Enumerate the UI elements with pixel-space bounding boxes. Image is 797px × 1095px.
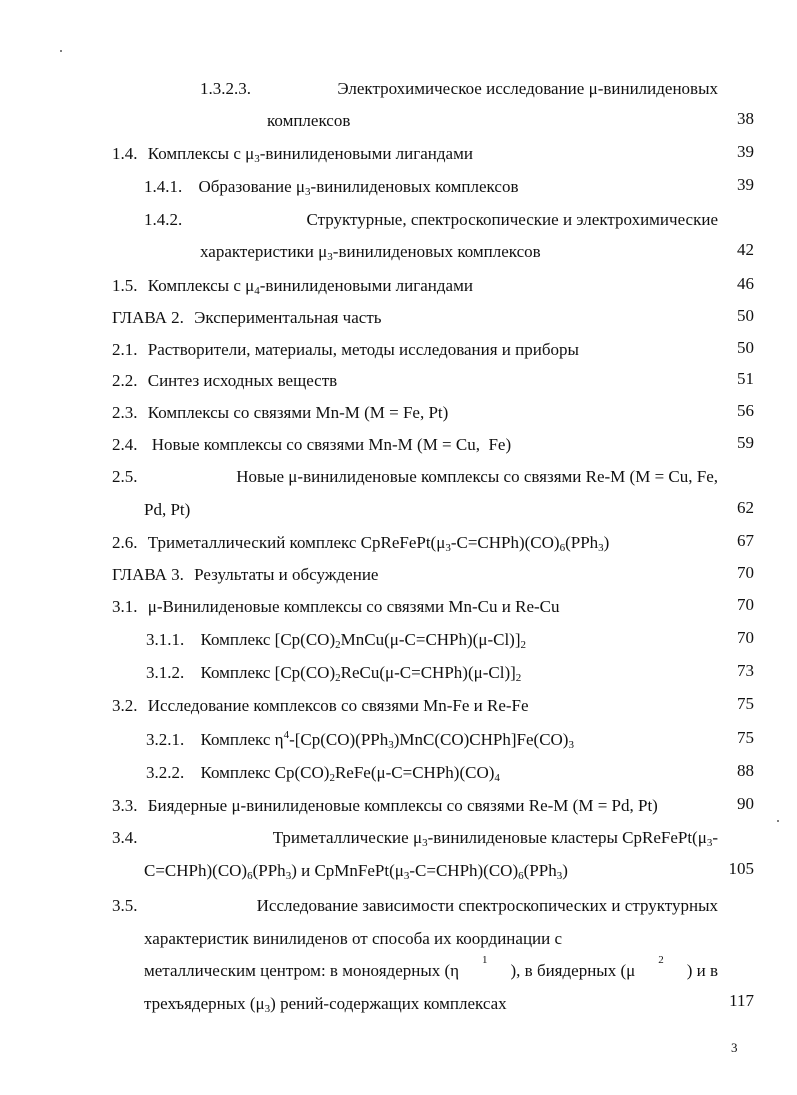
toc-title-line: Триметаллический комплекс $CpReFePt(\mu_3-C=CHPh)(CO)_6(PPh_3)$ xyxy=(147,533,610,554)
toc-page: 75 xyxy=(737,694,754,713)
toc-title-line: трехъядерных $(\mu_3)$ рений-содержащих комплексах xyxy=(144,994,507,1015)
toc-entry-3.5 xyxy=(112,895,718,917)
toc-page: 90 xyxy=(737,794,754,813)
toc-entry-3.2.1 xyxy=(146,729,574,751)
scan-speck xyxy=(60,50,62,52)
toc-entry-1.5 xyxy=(112,275,473,297)
toc-number: 3.2.1. xyxy=(146,730,185,749)
toc-title-line: Исследование комплексов со связями Mn-Fe и Re-Fe xyxy=(147,696,529,715)
toc-entry-3.1.1 xyxy=(146,629,526,651)
toc-chapter-2 xyxy=(112,307,382,329)
toc-entry-2.1 xyxy=(112,339,579,361)
toc-page: 62 xyxy=(737,498,754,517)
toc-title-line: Комплексы с $\mu_3$-винилиденовыми лигандами xyxy=(147,144,473,165)
toc-entry-2.4 xyxy=(112,434,511,456)
toc-title-line: Новые μ-винилиденовые комплексы со связями Re-M (M = Cu, Fe, xyxy=(236,467,718,486)
toc-title-line: Комплекс $Cp(CO)_2ReFe(\mu-C=CHPh)(CO)_4$ xyxy=(200,763,500,784)
toc-number: ГЛАВА 2. xyxy=(112,308,184,327)
toc-title-line: Электрохимическое исследование μ-винилиденовых xyxy=(337,79,718,98)
toc-page: 50 xyxy=(737,306,754,325)
toc-title-line: металлическим центром: в моноядерных (η 1 ), в биядерных (μ 2 ) и в xyxy=(144,954,718,980)
toc-title-line: Комплекс $[Cp(CO)_2ReCu(\mu-C=CHPh)(\mu-Cl)]_2$ xyxy=(200,663,522,684)
scan-speck xyxy=(777,820,779,822)
toc-entry-1.4.1 xyxy=(144,176,518,198)
toc-title-line: Биядерные μ-винилиденовые комплексы со связями Re-M (M = Pd, Pt) xyxy=(147,796,658,815)
toc-title-line: комплексов xyxy=(267,111,351,130)
toc-page: 38 xyxy=(737,109,754,128)
toc-number: 1.5. xyxy=(112,276,138,295)
toc-entry-2.2 xyxy=(112,370,337,392)
toc-title-line: Растворители, материалы, методы исследования и приборы xyxy=(147,340,579,359)
toc-title-line: Экспериментальная часть xyxy=(194,308,382,327)
toc-number: 2.2. xyxy=(112,371,138,390)
toc-number: 2.1. xyxy=(112,340,138,359)
toc-title-line: Комплексы с $\mu_4$-винилиденовыми лигандами xyxy=(147,276,473,297)
toc-title-line: характеристик винилиденов от способа их координации с xyxy=(144,929,563,948)
toc-page: 70 xyxy=(737,628,754,647)
toc-title-line: Комплексы со связями Mn-M (M = Fe, Pt) xyxy=(147,403,449,422)
toc-page: 88 xyxy=(737,761,754,780)
toc-entry-3.1.2 xyxy=(146,662,521,684)
toc-page: 105 xyxy=(728,859,754,878)
toc-title-line: μ-Винилиденовые комплексы со связями Mn-Cu и Re-Cu xyxy=(147,597,560,616)
toc-entry-3.4 xyxy=(112,827,718,849)
toc-number: 3.4. xyxy=(112,828,138,847)
toc-entry-3.2.2 xyxy=(146,762,500,784)
toc-page: 67 xyxy=(737,531,754,550)
toc-number: ГЛАВА 3. xyxy=(112,565,184,584)
toc-page: 70 xyxy=(737,563,754,582)
toc-page: 70 xyxy=(737,595,754,614)
toc-page: 51 xyxy=(737,369,754,388)
toc-page: 42 xyxy=(737,240,754,259)
toc-title-line: Pd, Pt) xyxy=(144,500,191,519)
toc-page: 75 xyxy=(737,728,754,747)
toc-entry-1.4 xyxy=(112,143,473,165)
toc-title-line: Комплекс $\eta^4-[Cp(CO)(PPh_3)MnC(CO)CHPh]Fe(CO)_3$ xyxy=(200,729,574,751)
toc-number: 2.3. xyxy=(112,403,138,422)
toc-number: 2.6. xyxy=(112,533,138,552)
toc-number: 3.2.2. xyxy=(146,763,185,782)
toc-page: 56 xyxy=(737,401,754,420)
toc-number: 2.4. xyxy=(112,435,138,454)
toc-title-line: Новые комплексы со связями Mn-M (M = Cu, Fe) xyxy=(151,435,512,454)
toc-entry-1.3.2.3 xyxy=(200,78,718,100)
toc-entry-2.6 xyxy=(112,532,609,554)
toc-number: 3.2. xyxy=(112,696,138,715)
toc-title-line: Триметаллические $\mu_3$-винилиденовые кластеры $CpReFePt(\mu_3-$ xyxy=(272,828,718,849)
toc-page: 50 xyxy=(737,338,754,357)
toc-title-line: Образование $\mu_3$-винилиденовых комплексов xyxy=(198,177,519,198)
toc-number: 3.1.2. xyxy=(146,663,185,682)
toc-entry-3.1 xyxy=(112,596,560,618)
toc-page: 46 xyxy=(737,274,754,293)
toc-title-line: Результаты и обсуждение xyxy=(194,565,379,584)
toc-page: 117 xyxy=(729,991,754,1010)
toc-page: 39 xyxy=(737,175,754,194)
toc-number: 3.5. xyxy=(112,896,138,915)
toc-number: 1.4.2. xyxy=(144,210,183,229)
toc-title-line: Синтез исходных веществ xyxy=(147,371,338,390)
toc-number: 2.5. xyxy=(112,467,138,486)
toc-entry-1.4.2 xyxy=(144,209,718,231)
toc-page: 59 xyxy=(737,433,754,452)
toc-entry-2.3 xyxy=(112,402,448,424)
toc-page: 39 xyxy=(737,142,754,161)
toc-page: 73 xyxy=(737,661,754,680)
toc-title-line: Комплекс $[Cp(CO)_2MnCu(\mu-C=CHPh)(\mu-Cl)]_2$ xyxy=(200,630,526,651)
toc-title-line: Исследование зависимости спектроскопических и структурных xyxy=(256,896,718,915)
page-number: 3 xyxy=(731,1040,738,1055)
toc-chapter-3 xyxy=(112,564,378,586)
toc-title-line: $C=CHPh)(CO)_6(PPh_3)$ и $CpMnFePt(\mu_3-C=CHPh)(CO)_6(PPh_3)$ xyxy=(144,861,568,882)
toc-number: 3.1. xyxy=(112,597,138,616)
toc-number: 3.1.1. xyxy=(146,630,185,649)
toc-entry-2.5 xyxy=(112,466,718,488)
toc-number: 1.3.2.3. xyxy=(200,79,251,98)
toc-title-line: Структурные, спектроскопические и электрохимические xyxy=(306,210,718,229)
toc-entry-3.2 xyxy=(112,695,529,717)
toc-entry-3.3 xyxy=(112,795,658,817)
toc-number: 3.3. xyxy=(112,796,138,815)
toc-title-line: характеристики $\mu_3$-винилиденовых комплексов xyxy=(200,242,541,263)
toc-number: 1.4. xyxy=(112,144,138,163)
toc-number: 1.4.1. xyxy=(144,177,183,196)
